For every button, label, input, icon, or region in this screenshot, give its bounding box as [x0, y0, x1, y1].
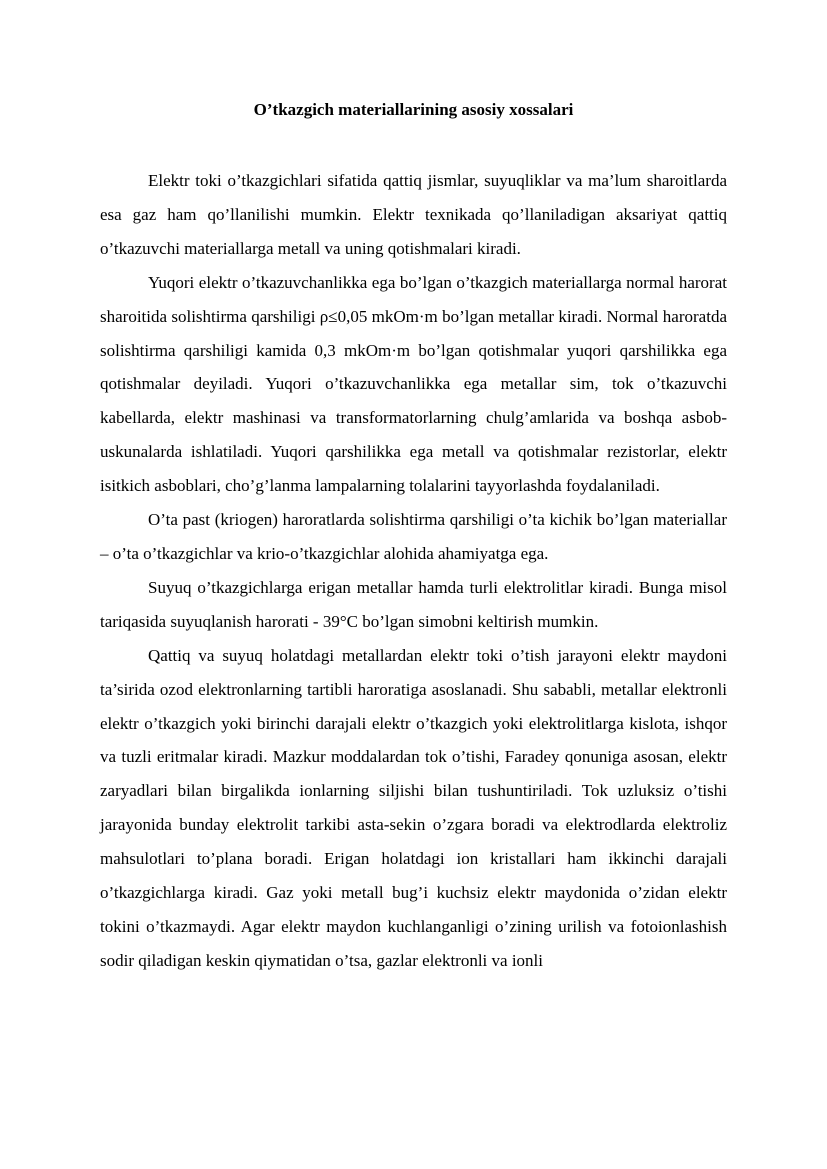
paragraph-4: Suyuq o’tkazgichlarga erigan metallar hamda turli elektrolitlar kiradi. Bunga misol tariqasida suyuqlanish harorati - 39°C bo’lgan simobni keltirish mumkin. [100, 577, 727, 631]
paragraph-3: O’ta past (kriogen) haroratlarda solishtirma qarshiligi o’ta kichik bo’lgan materiallar – o’ta o’tkazgichlar va krio-o’tkazgichlar alohida ahamiyatga ega. [100, 510, 727, 563]
page-title: O’tkazgich materiallarining asosiy xossalari [253, 100, 574, 119]
paragraph-1: Elektr toki o’tkazgichlari sifatida qattiq jismlar, suyuqliklar va ma’lum sharoitlarda esa gaz ham qo’llanilishi mumkin. Elektr texnikada qo’llaniladigan aksariyat qattiq o’tkazuvchi materiallarga metall va uning qotishmalari kiradi. [100, 171, 727, 258]
body-text [100, 164, 727, 978]
paragraph-2: Yuqori elektr o’tkazuvchanlikka ega bo’lgan o’tkazgich materiallarga normal harorat sharoitida solishtirma qarshiligi ρ≤0,05 mkOm·m bo’lgan metallar kiradi. Normal haroratda solishtirma qarshiligi kamida 0,3 mkOm·m bo’lgan qotishmalar yuqori qarshilikka ega qotishmalar deyiladi. Yuqori o’tkazuvchanlikka ega metallar sim, tok o’tkazuvchi kabellarda, elektr mashinasi va transformatorlarning chulg’amlarida va boshqa asbob-uskunalarda ishlatiladi. Yuqori qarshilikka ega metall va qotishmalar rezistorlar, elektr isitkich asboblari, cho’g’lanma lampalarning tolalarini tayyorlashda foydalaniladi. [100, 272, 727, 496]
paragraph-5: Qattiq va suyuq holatdagi metallardan elektr toki o’tish jarayoni elektr maydoni ta’sirida ozod elektronlarning tartibli haroratiga asoslanadi. Shu sababli, metallar elektronli elektr o’tkazgich yoki birinchi darajali elektr o’tkazgich yoki elektrolitlarga kislota, ishqor va tuzli eritmalar kiradi. Mazkur moddalardan tok o’tishi, Faradey qonuniga asosan, elektr zaryadlari bilan birgalikda ionlarning siljishi bilan tushuntiriladi. Tok uzluksiz o’tishi jarayonida bunday elektrolit tarkibi asta-sekin o’zgara boradi va elektrodlarda elektroliz mahsulotlari to’plana boradi. Erigan holatdagi ion kristallari ham ikkinchi darajali o’tkazgichlarga kiradi. Gaz yoki metall bug’i kuchsiz elektr maydonida o’zidan elektr tokini o’tkazmaydi. Agar elektr maydon kuchlanganligi o’zining urilish va fotoionlashish sodir qiladigan keskin qiymatidan o’tsa, gazlar elektronli va ionli [100, 645, 727, 970]
